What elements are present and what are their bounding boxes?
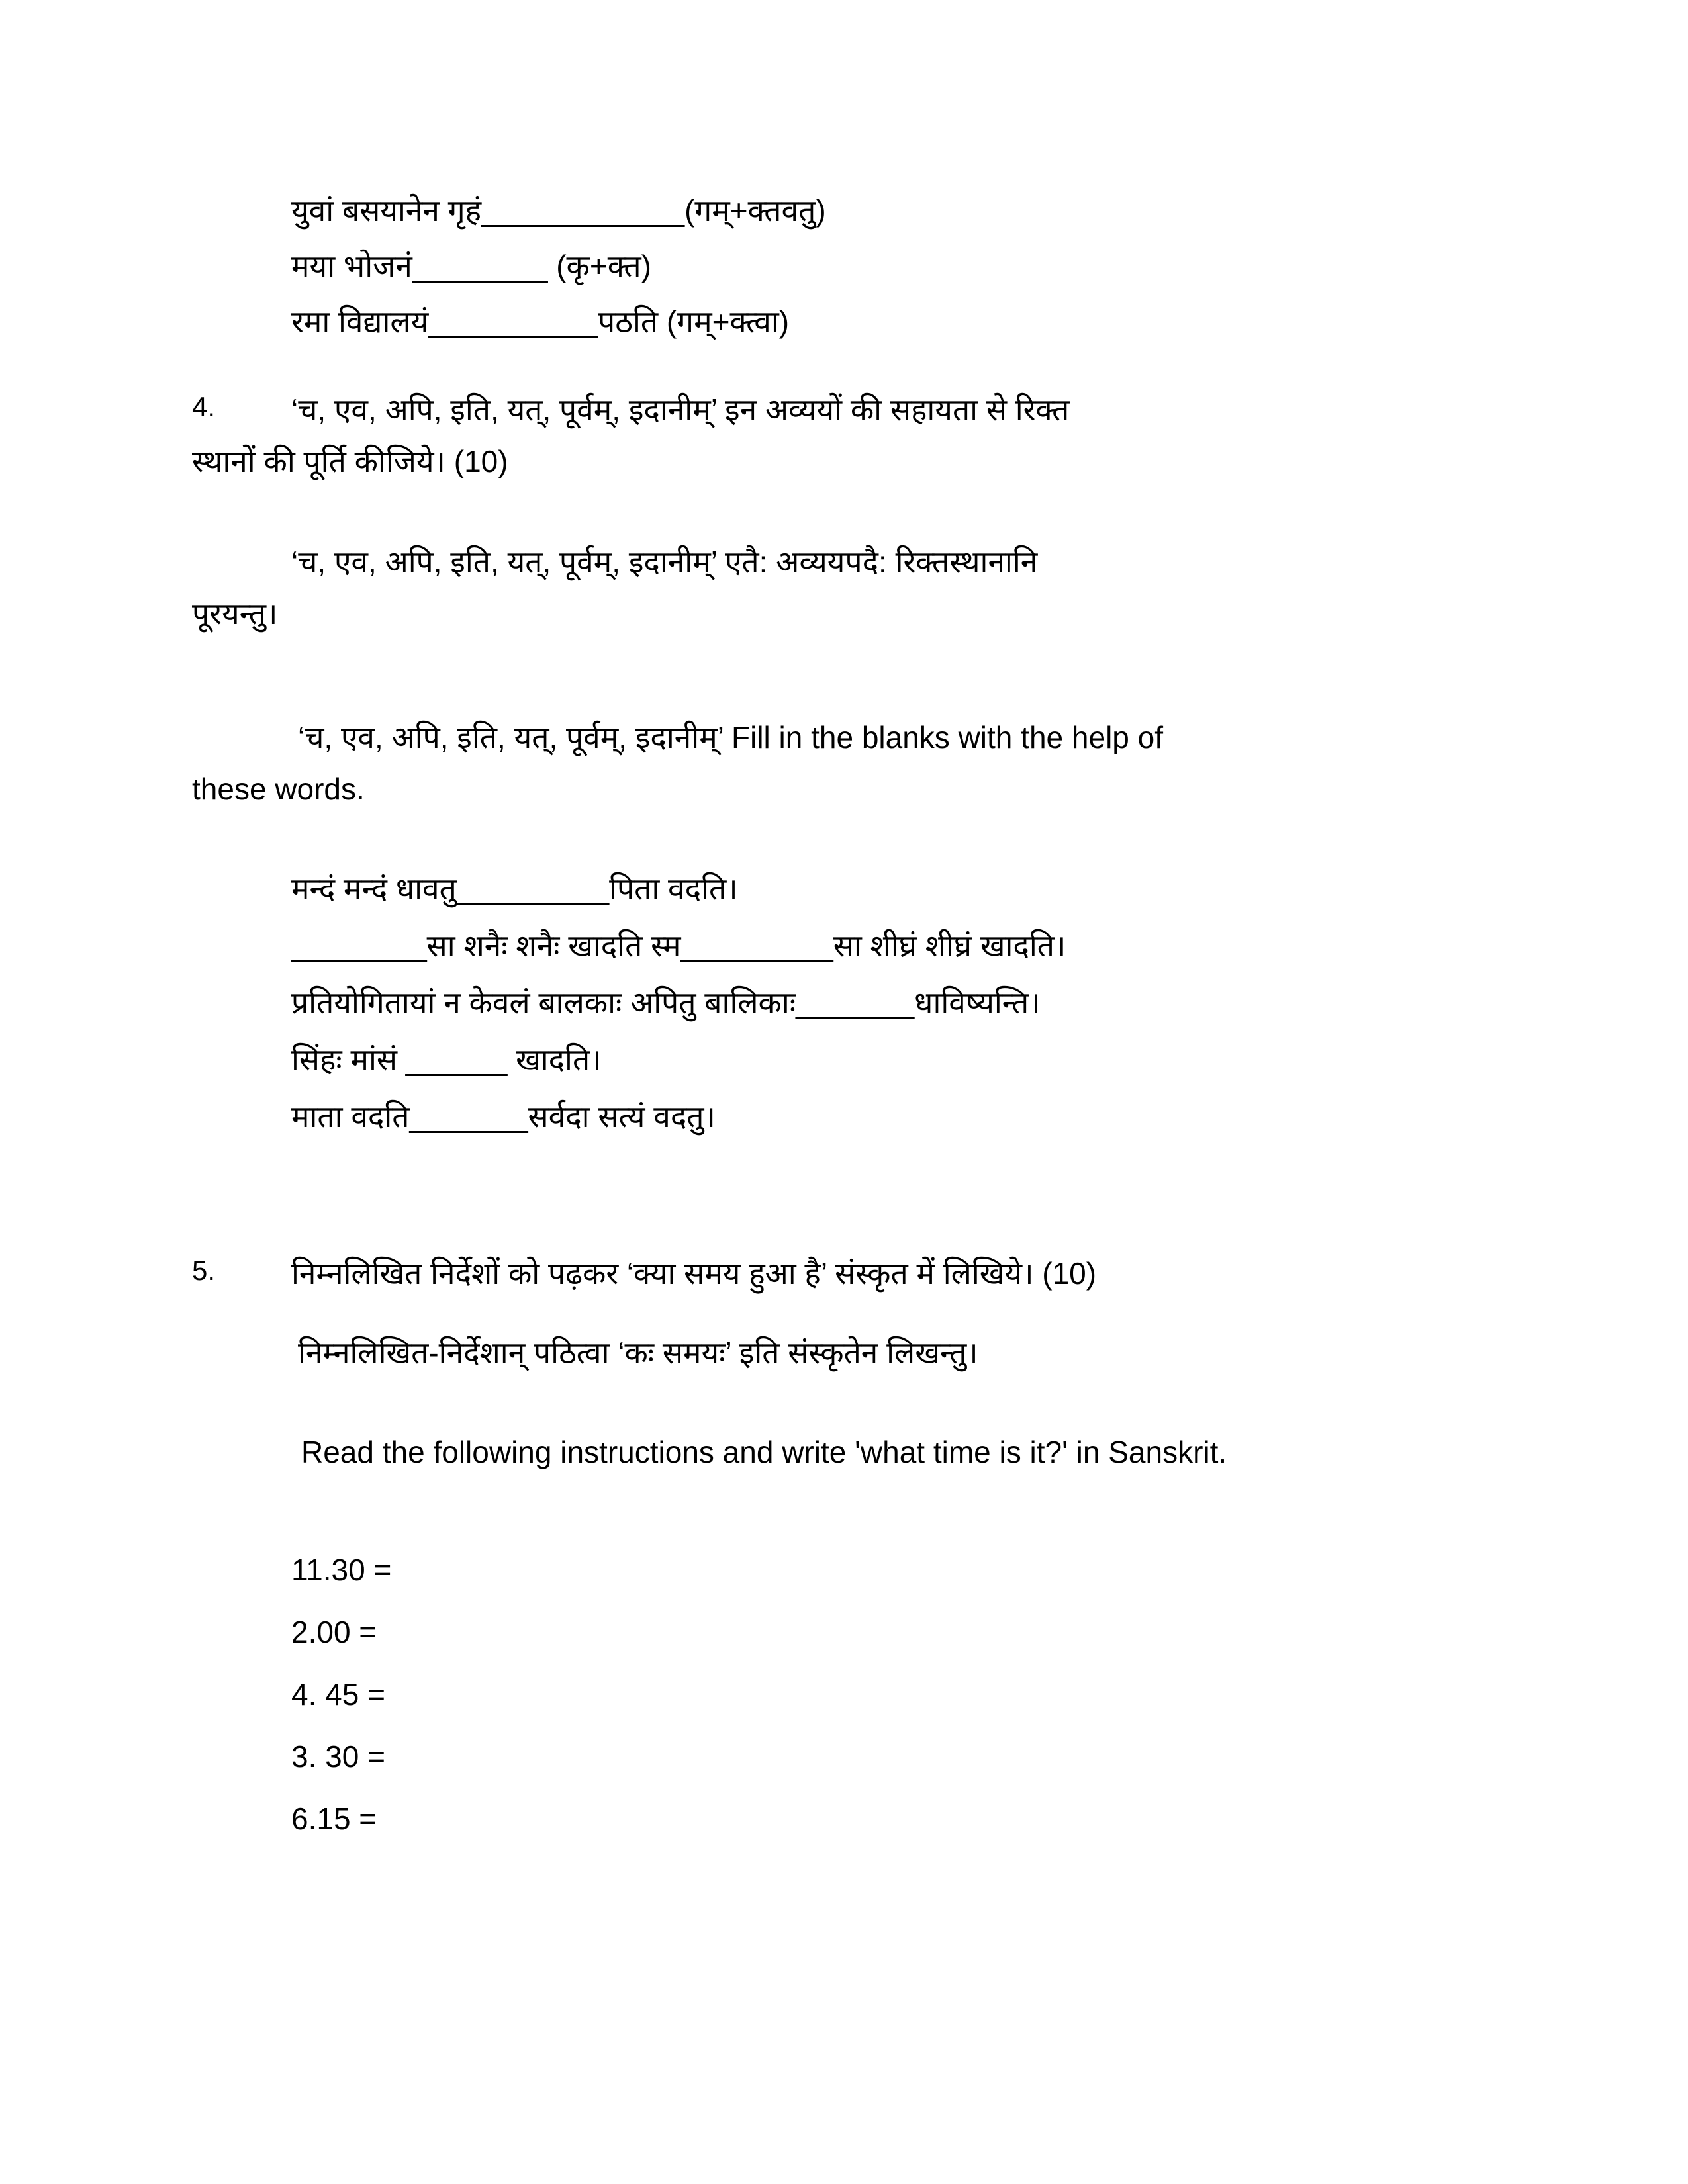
question-4-hindi-line-1: ‘च, एव, अपि, इति, यत्, पूर्वम्, इदानीम्’ इन अव्ययों की सहायता से रिक्त bbox=[291, 392, 1070, 427]
question-4-sanskrit-line-1: ‘च, एव, अपि, इति, यत्, पूर्वम्, इदानीम्’ एतै: अव्ययपदै: रिक्तस्थानानि bbox=[291, 545, 1038, 579]
question-4-english-line-2: these words. bbox=[192, 772, 365, 806]
time-item-1: 11.30 = bbox=[291, 1553, 392, 1587]
time-item-4: 3. 30 = bbox=[291, 1739, 385, 1774]
blank-sentence-5: माता वदति_______सर्वदा सत्यं वदतु। bbox=[291, 1099, 716, 1134]
question-5-hindi: निम्नलिखित निर्देशों को पढ़कर ‘क्या समय हुआ है’ संस्कृत में लिखिये। (10) bbox=[291, 1256, 1097, 1291]
question-5-english: Read the following instructions and write 'what time is it?' in Sanskrit. bbox=[301, 1435, 1227, 1469]
question-4-number: 4. bbox=[192, 391, 216, 422]
blank-sentence-2: ________सा शनैः शनैः खादति स्म_________सा शीघ्रं शीघ्रं खादति। bbox=[291, 929, 1066, 963]
time-item-2: 2.00 = bbox=[291, 1615, 377, 1649]
carryover-sentence-3: रमा विद्यालयं__________पठति (गम्+क्त्वा) bbox=[291, 304, 790, 339]
question-4-english-line-1: ‘च, एव, अपि, इति, यत्, पूर्वम्, इदानीम्’ Fill in the blanks with the help of bbox=[298, 720, 1164, 754]
time-item-3: 4. 45 = bbox=[291, 1677, 385, 1711]
question-4-sanskrit-line-2: पूरयन्तु। bbox=[192, 596, 278, 631]
question-5 bbox=[192, 1248, 1516, 1307]
question-5-sanskrit: निम्नलिखित-निर्देशान् पठित्वा ‘कः समयः’ इति संस्कृतेन लिखन्तु। bbox=[298, 1336, 978, 1370]
question-4 bbox=[192, 384, 1516, 496]
time-item-5: 6.15 = bbox=[291, 1801, 377, 1836]
blank-sentence-3: प्रतियोगितायां न केवलं बालकाः अपितु बालिकाः_______धाविष्यन्ति। bbox=[291, 985, 1041, 1020]
question-4-hindi-line-2: स्थानों की पूर्ति कीजिये। (10) bbox=[192, 444, 508, 478]
blank-sentence-1: मन्दं मन्दं धावतु_________पिता वदति। bbox=[291, 872, 738, 906]
carryover-sentences bbox=[291, 183, 1417, 349]
carryover-sentence-1: युवां बसयानेन गृहं____________(गम्+क्तवतु) bbox=[291, 193, 826, 228]
question-4-blank-sentences bbox=[291, 860, 1430, 1145]
question-5-number: 5. bbox=[192, 1255, 216, 1286]
carryover-sentence-2: मया भोजनं________ (कृ+क्त) bbox=[291, 249, 651, 283]
blank-sentence-4: सिंहः मांसं ______ खादति। bbox=[291, 1042, 602, 1077]
question-5-time-list bbox=[291, 1539, 391, 1850]
